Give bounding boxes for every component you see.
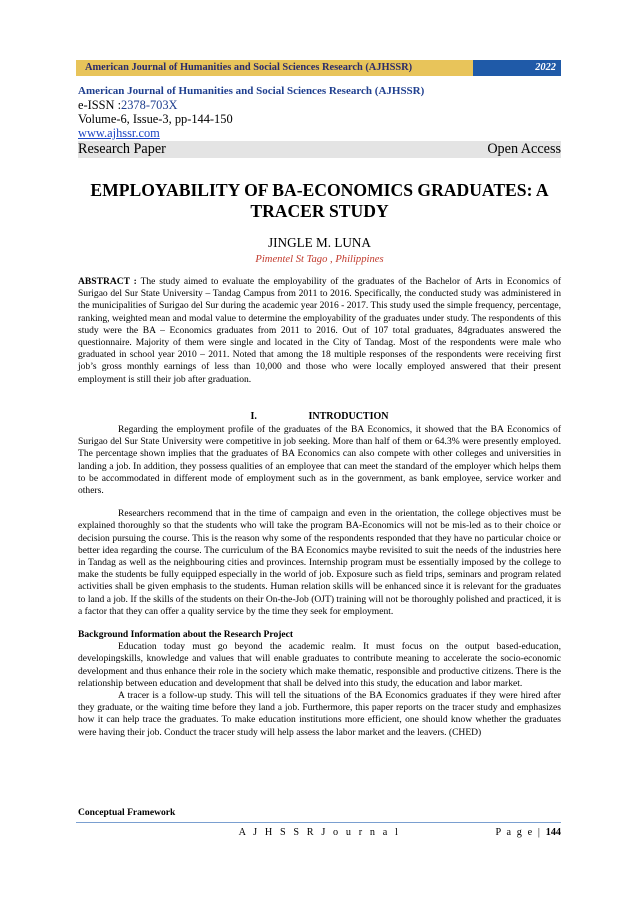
banner-journal-name: American Journal of Humanities and Social Sciences Research (AJHSSR) — [76, 60, 473, 76]
paper-type: Research Paper — [78, 141, 166, 157]
background-heading: Background Information about the Research Project — [78, 629, 294, 641]
website-link[interactable]: www.ajhssr.com — [78, 126, 160, 140]
journal-banner — [76, 60, 561, 76]
issn-line — [78, 98, 561, 112]
journal-meta — [78, 84, 561, 158]
section-number: I. — [250, 411, 257, 422]
abstract — [78, 276, 561, 386]
paper-title: EMPLOYABILITY OF BA-ECONOMICS GRADUATES: A TRACER STUDY — [90, 180, 549, 221]
issn-label: e-ISSN : — [78, 98, 122, 112]
intro-paragraph-2: Researchers recommend that in the time of campaign and even in the orientation, the college objectives must be explained thoroughly so that the students who will take the program BA-Economics will not be mis-led as to their choice or decision pursuing the course. This is the reason why some of the respondents responded that they have no particular choice or better idea regarding the course. The curriculum of the BA Economics maybe revisited to suit the needs of the industries here in Tandag as well as the neighbouring cities and provinces. Internship program must be essentially imposed by the college to make the students be fully equipped especially in the world of job. Exposure such as field trips, seminars and program related activities shall be given emphasis to the students. Human relation skills will be enhanced since it is relevant for the graduates to land a job. If the skills of the students on their On-the-Job (OJT) training will not be thoroughly polished and practiced, it is a factor that they can offer a quality service by the time they seek for employment. — [78, 508, 561, 617]
banner-year: 2022 — [473, 60, 561, 76]
abstract-label: ABSTRACT : — [78, 276, 137, 287]
page-number: 144 — [545, 827, 561, 838]
page-label: P a g e | — [495, 827, 542, 838]
volume-line: Volume-6, Issue-3, pp-144-150 — [78, 112, 233, 126]
conceptual-framework-heading: Conceptual Framework — [78, 807, 176, 818]
journal-title: American Journal of Humanities and Social Sciences Research (AJHSSR) — [78, 85, 425, 97]
intro-paragraph-1: Regarding the employment profile of the graduates of the BA Economics, it showed that the BA Economics of Surigao del Sur State University were competitive in job seeking. More than half of them or 64.3% were presently employed. The percentage shown implies that the graduates of BA Economics can also compete with other colleges and universities in landing a job. In addition, they possess qualities of an employee that can meet the standard of the employer which helps them to be accommodated in different mode of employment such as in the government, as bank employee, service worker and others. — [78, 424, 561, 497]
access-type: Open Access — [487, 141, 561, 157]
author-affiliation: Pimentel St Tago , Philippines — [255, 254, 384, 265]
footer-divider — [76, 822, 561, 823]
background-paragraph-1: Education today must go beyond the academic realm. It must focus on the output based-education, developingskills, knowledge and values that will enable graduates to contribute meaning to accelerate the socio-economic development and thus enhance their role in the society which make thematic, responsible and productive citizens. There is the relationship between education and development that shall be delved into this study, the education and labor market. — [78, 641, 561, 689]
footer-page — [496, 826, 562, 839]
background-paragraph-2: A tracer is a follow-up study. This will tell the situations of the BA Economics graduates if they were hired after they graduate, or the waiting time before they land a job. Furthermore, this paper reports on the tracer study and emphasizes how it can help trace the graduates. To make education institutions more efficient, one should know whether the graduates were having their job. Conduct the tracer study will help assess the labor market and the leavers. (CHED) — [78, 690, 561, 738]
abstract-text: The study aimed to evaluate the employability of the graduates of the Bachelor of Arts in Economics of Surigao del Sur State University – Tandag Campus from 2011 to 2016. Specifically, the conducted study was administered in the municipalities of Surigao del Sur during the academic year 2016 - 2017. This study used the simple frequency, percentage, ranking, weighted mean and modal value to determine the employability of the graduates under study. The respondents of this study were the BA – Economics graduates from 2011 to 2016. Out of 107 total graduates, 84graduates answered the questionnaire. Majority of them were single and located in the City of Tandag. Most of the respondents were male who graduated in school year 2010 – 2011. Noted that among the 18 multiple responses of the respondents were receiving first job’s gross monthly earnings of less than 10,000 and those who were locally employed answered that their present employment is still their job after graduation. — [78, 276, 562, 385]
author-name: JINGLE M. LUNA — [268, 235, 371, 250]
introduction-body — [78, 424, 561, 739]
issn-number: 2378-703X — [121, 98, 178, 112]
section-title: INTRODUCTION — [308, 411, 389, 422]
footer-journal: A J H S S R J o u r n a l — [238, 827, 401, 838]
paper-type-bar — [78, 141, 561, 158]
section-heading-introduction — [78, 410, 561, 423]
